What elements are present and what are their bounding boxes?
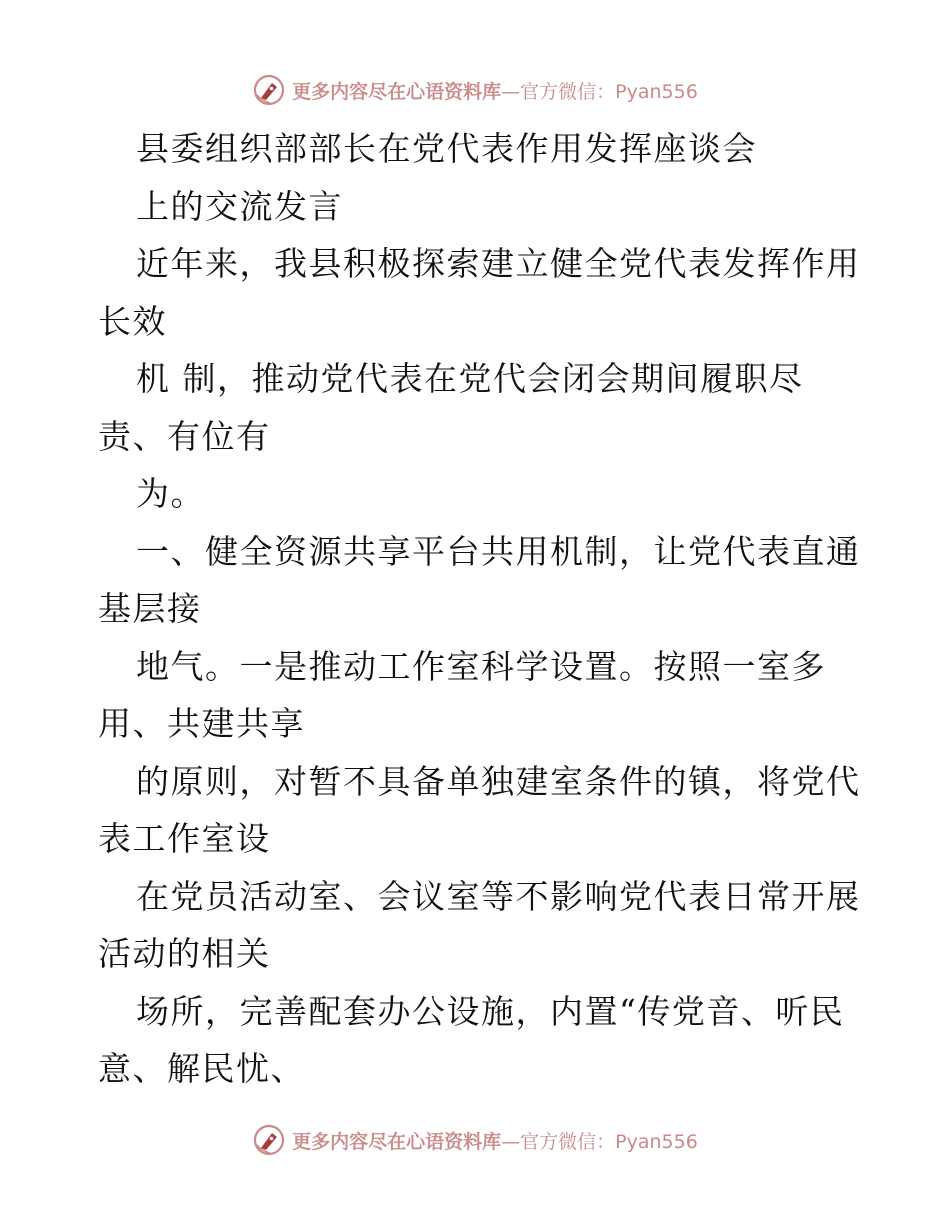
pen-nib-circle-icon (252, 73, 286, 107)
text-line: 场所，完善配套办公设施，内置“传党音、听民 (136, 991, 845, 1031)
text-line: 用、共建共享 (98, 704, 305, 743)
text-line: 县委组织部部长在党代表作用发挥座谈会 (136, 129, 757, 168)
watermark-text: 更多内容尽在心语资料库 (292, 1130, 502, 1153)
text-line: 机 制，推动党代表在党代会闭会期间履职尽 (136, 359, 804, 398)
text-line: 长效 (98, 301, 167, 341)
text-line: 为。 (136, 474, 205, 513)
text-line: 一、健全资源共享平台共用机制，让党代表直通 (136, 531, 861, 571)
watermark-text: 更多内容尽在心语资料库 (292, 80, 502, 103)
text-line: 在党员活动室、会议室等不影响党代表日常开展 (136, 876, 861, 916)
text-line: 上的交流发言 (136, 186, 343, 226)
watermark-contact: —官方微信：Pyan556 (501, 80, 698, 103)
text-line: 责、有位有 (98, 416, 271, 456)
text-line: 近年来，我县积极探索建立健全党代表发挥作用 (136, 244, 861, 283)
watermark-header (0, 70, 950, 110)
watermark-contact: —官方微信：Pyan556 (501, 1130, 698, 1153)
text-line: 活动的相关 (98, 934, 271, 973)
pen-nib-circle-icon (252, 1123, 286, 1157)
text-line: 地气。一是推动工作室科学设置。按照一室多 (136, 646, 826, 686)
text-line: 基层接 (98, 589, 202, 628)
text-line: 意、解民忧、 (98, 1049, 305, 1088)
document-body (98, 120, 861, 1098)
text-line: 表工作室设 (98, 819, 271, 858)
watermark-footer (0, 1120, 950, 1160)
text-line: 的原则，对暂不具备单独建室条件的镇，将党代 (136, 761, 861, 801)
